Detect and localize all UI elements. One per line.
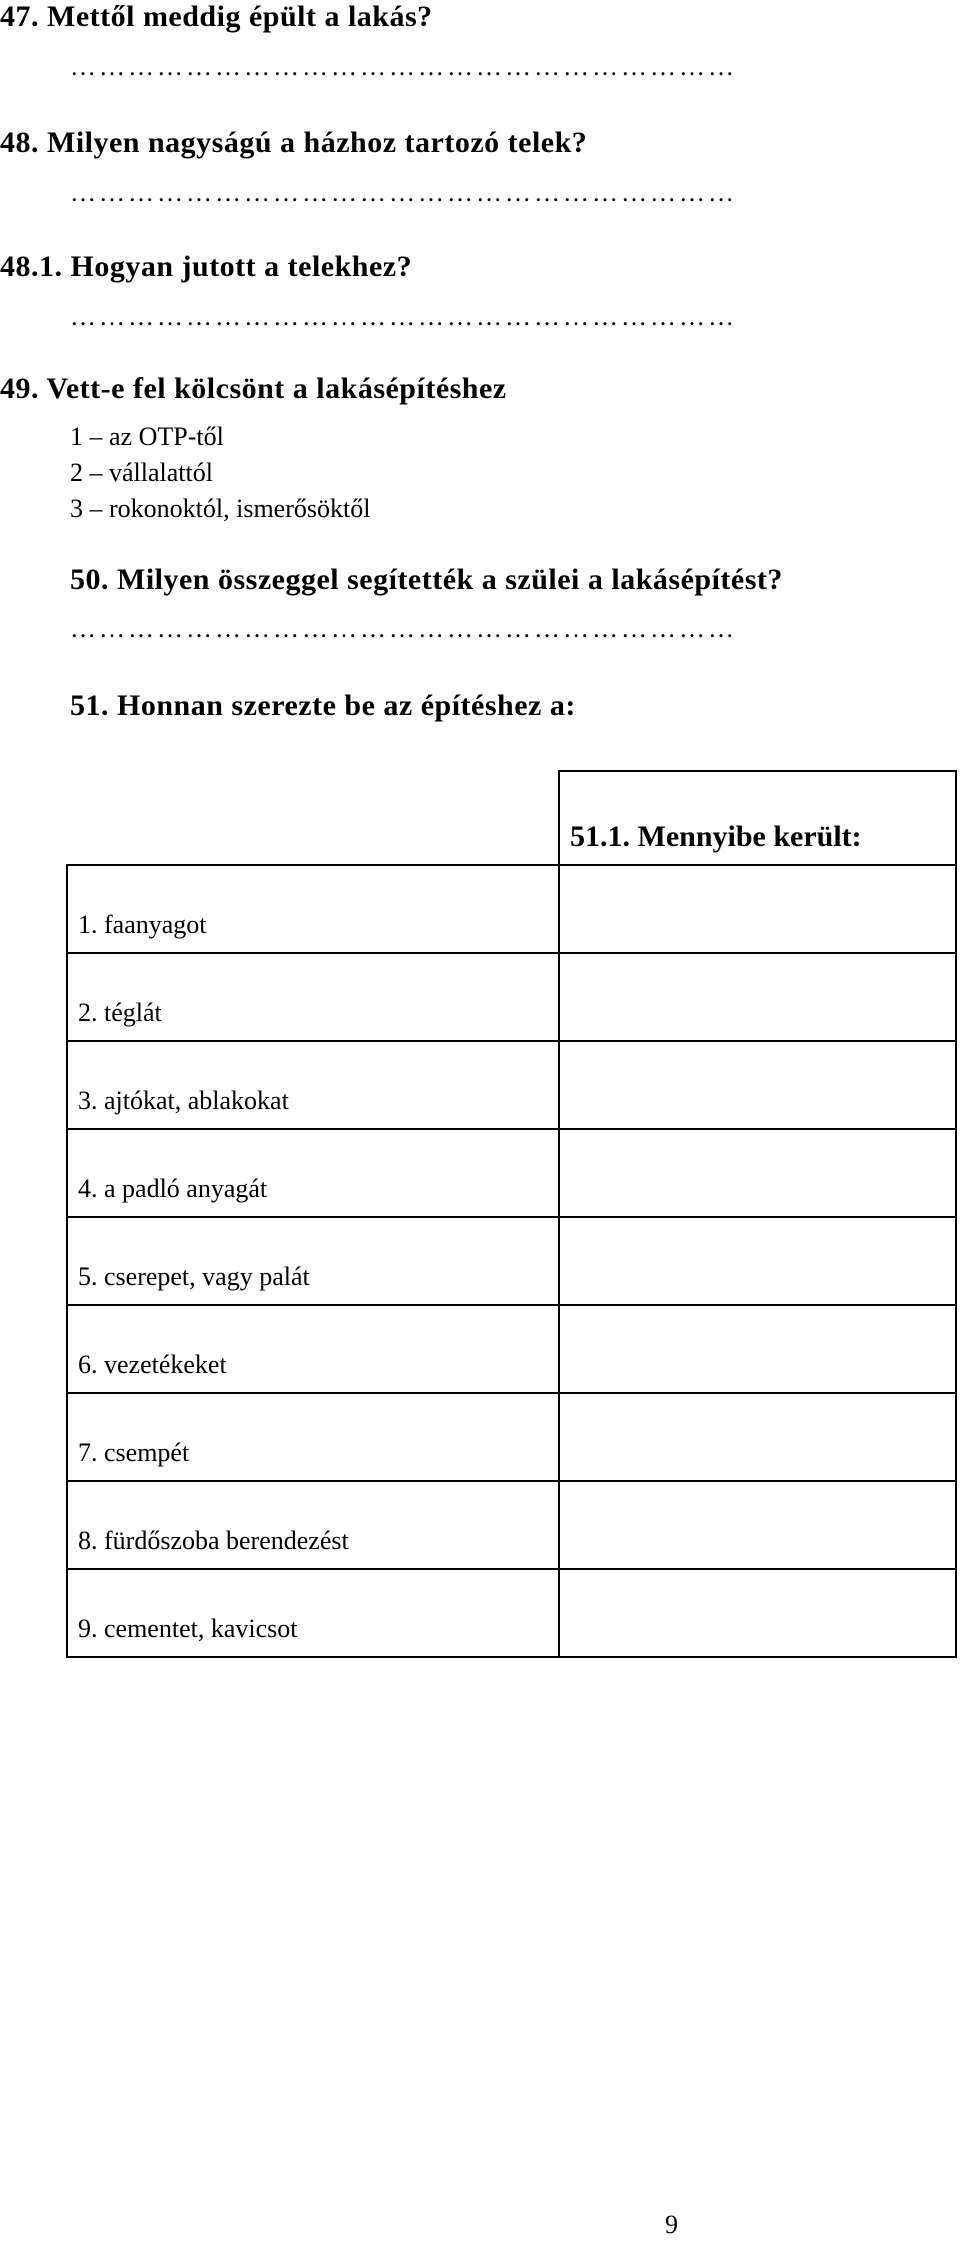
- material-label: 4. a padló anyagát: [67, 1129, 559, 1217]
- table-row: [67, 1393, 956, 1481]
- table-row: [67, 953, 956, 1041]
- cost-cell[interactable]: [559, 1041, 956, 1129]
- question-50: 50. Milyen összeggel segítették a szülei a lakásépítést?: [70, 563, 783, 596]
- cost-cell[interactable]: [559, 865, 956, 953]
- table-row: [67, 1217, 956, 1305]
- table-row: [67, 1569, 956, 1657]
- table-row: [67, 1481, 956, 1569]
- cost-cell[interactable]: [559, 1129, 956, 1217]
- table-header-row: [67, 771, 956, 865]
- answer-line-47: ……………………………………………………………: [70, 52, 737, 81]
- answer-line-48: ……………………………………………………………: [70, 178, 737, 207]
- materials-cost-table: [66, 770, 957, 1658]
- cost-cell[interactable]: [559, 1305, 956, 1393]
- answer-line-48-1: ……………………………………………………………: [70, 302, 737, 331]
- header-blank-cell: [67, 771, 559, 865]
- option-49-2: 2 – vállalattól: [70, 458, 213, 487]
- material-label: 3. ajtókat, ablakokat: [67, 1041, 559, 1129]
- material-label: 6. vezetékeket: [67, 1305, 559, 1393]
- table-row: [67, 865, 956, 953]
- question-49: 49. Vett-e fel kölcsönt a lakásépítéshez: [0, 372, 507, 405]
- cost-column-label: 51.1. Mennyibe került:: [570, 820, 862, 853]
- table-row: [67, 1041, 956, 1129]
- material-label: 5. cserepet, vagy palát: [67, 1217, 559, 1305]
- table-row: [67, 1129, 956, 1217]
- page-number: 9: [665, 2210, 678, 2239]
- cost-cell[interactable]: [559, 1393, 956, 1481]
- option-49-3: 3 – rokonoktól, ismerősöktől: [70, 494, 371, 523]
- column-header-cost: [559, 771, 956, 865]
- material-label: 8. fürdőszoba berendezést: [67, 1481, 559, 1569]
- question-51: 51. Honnan szerezte be az építéshez a:: [70, 689, 576, 722]
- question-48-1: 48.1. Hogyan jutott a telekhez?: [0, 250, 413, 283]
- material-label: 1. faanyagot: [67, 865, 559, 953]
- cost-cell[interactable]: [559, 1481, 956, 1569]
- material-label: 9. cementet, kavicsot: [67, 1569, 559, 1657]
- question-48: 48. Milyen nagyságú a házhoz tartozó telek?: [0, 126, 588, 159]
- material-label: 2. téglát: [67, 953, 559, 1041]
- cost-cell[interactable]: [559, 953, 956, 1041]
- cost-cell[interactable]: [559, 1217, 956, 1305]
- cost-cell[interactable]: [559, 1569, 956, 1657]
- material-label: 7. csempét: [67, 1393, 559, 1481]
- table-row: [67, 1305, 956, 1393]
- option-49-1: 1 – az OTP-től: [70, 422, 224, 451]
- answer-line-50: ……………………………………………………………: [70, 614, 737, 643]
- question-47: 47. Mettől meddig épült a lakás?: [0, 0, 433, 33]
